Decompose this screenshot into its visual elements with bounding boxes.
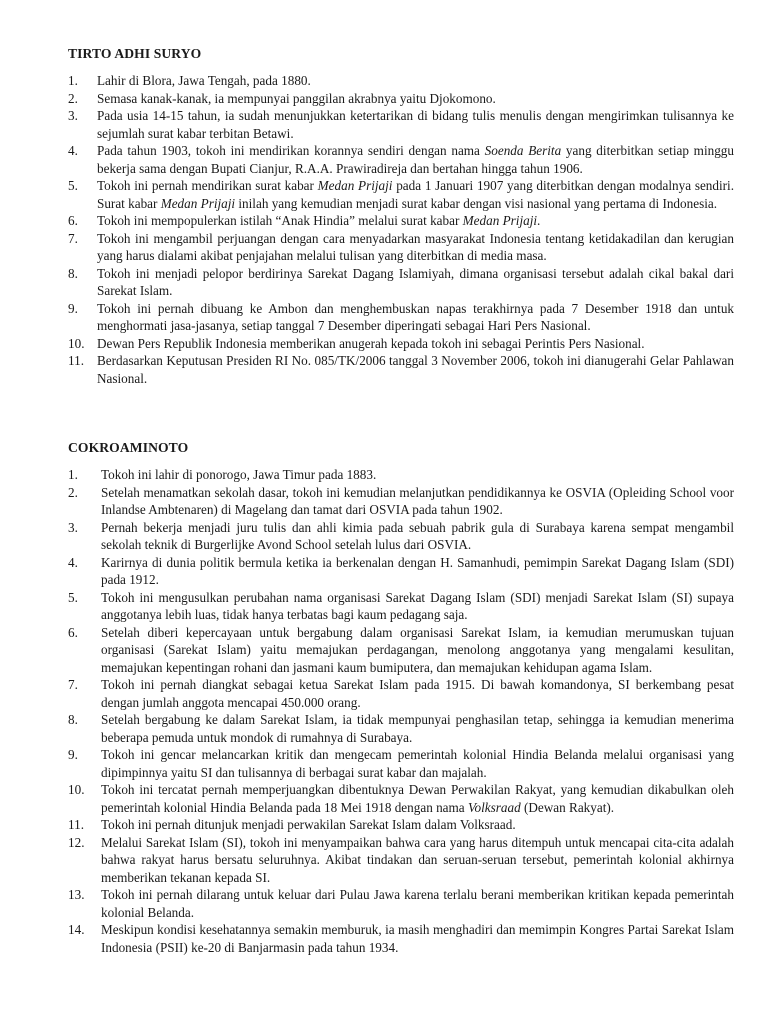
list-item-number: 1. (68, 73, 78, 88)
text-run: Setelah bergabung ke dalam Sarekat Islam, ia tidak mempunyai penghasilan tetap, sehingga ia kemudian menerima beberapa pemuda untuk mondok di rumahnya di Surabaya. (101, 712, 734, 745)
section-title-tirto: TIRTO ADHI SURYO (68, 46, 202, 61)
italic-title: Medan Prijaji (317, 178, 393, 193)
text-run: Tokoh ini lahir di ponorogo, Jawa Timur pada 1883. (101, 467, 377, 482)
list-item-text (97, 300, 734, 335)
list-item (68, 335, 734, 353)
text-run: Semasa kanak-kanak, ia mempunyai panggilan akrabnya yaitu Djokomono. (97, 90, 496, 106)
list-item (68, 466, 734, 484)
list-item-number: 11. (68, 353, 84, 368)
list-item (68, 921, 734, 956)
section-title-cokroaminoto: COKROAMINOTO (68, 440, 189, 455)
list-item-number: 7. (68, 230, 78, 246)
text-run: Tokoh ini mengusulkan perubahan nama organisasi Sarekat Dagang Islam (SDI) menjadi Sarekat Islam (SI) supaya anggotanya lebih luas, tidak hanya terbatas bagi kaum pedagang saja. (101, 589, 734, 622)
text-run: Tokoh ini mengambil perjuangan dengan cara menyadarkan masyarakat Indonesia tentang ketidakadilan dan kerugian yang harus dialami akibat penjajahan melalui tulisan yang diterbitkan di media masa. (97, 230, 734, 263)
list-item-number: 5. (68, 589, 78, 605)
list-item (68, 519, 734, 554)
text-run: yang diterbitkan setiap minggu bekerja sama dengan Bupati Cianjur, R.A.A. Prawiradireja dan bertahan hingga tahun 1906. (97, 143, 734, 176)
list-item-number: 8. (68, 712, 78, 727)
list-item (68, 265, 734, 300)
text-run: inilah yang kemudian menjadi surat kabar dengan visi nasional yang pertama di Indonesia. (235, 195, 718, 211)
list-item-text (97, 142, 734, 177)
list-item-number: 8. (68, 265, 78, 281)
text-run: (Dewan Rakyat). (520, 799, 615, 815)
text-run: Karirnya di dunia politik bermula ketika ia berkenalan dengan H. Samanhudi, pemimpin Sarekat Dagang Islam (SDI) pada 1912. (101, 554, 734, 587)
text-run: Pernah bekerja menjadi juru tulis dan ahli kimia pada sebuah pabrik gula di Surabaya karena sempat mengambil sekolah teknik di Burgerlijke Avond School setelah lulus dari OSVIA. (101, 519, 734, 552)
list-item-number: 11. (68, 817, 84, 832)
list-item (68, 746, 734, 781)
list-item-number: 4. (68, 554, 78, 570)
text-run: Dewan Pers Republik Indonesia memberikan anugerah kepada tokoh ini sebagai Perintis Pers Nasional. (97, 335, 645, 351)
list-item-number: 2. (68, 90, 78, 106)
list-item (68, 781, 734, 816)
text-run: Tokoh ini pernah mendirikan surat kabar (97, 178, 318, 193)
text-run: Melalui Sarekat Islam (SI), tokoh ini menyampaikan bahwa cara yang harus ditempuh untuk mencapai cita-cita adalah bahwa rakyat harus bersatu seluruhnya. Akibat tindakan dan seruan-seruan tersebut, pemerintah kolonial akhirnya memberikan tekanan kepada SI. (101, 834, 734, 885)
list-item (68, 90, 734, 108)
list-item-text (101, 746, 734, 781)
list-item (68, 300, 734, 335)
text-run: Berdasarkan Keputusan Presiden RI No. 085/TK/2006 tanggal 3 November 2006, tokoh ini dianugerahi Gelar Pahlawan Nasional. (97, 353, 734, 386)
list-item-number: 1. (68, 467, 78, 482)
list-item-text (101, 484, 734, 519)
list-item-number: 14. (68, 922, 85, 937)
list-item-text (101, 466, 734, 484)
list-item-text (97, 265, 734, 300)
text-run: Tokoh ini menjadi pelopor berdirinya Sarekat Dagang Islamiyah, dimana organisasi tersebut adalah cikal bakal dari Sarekat Islam. (97, 265, 734, 298)
list-item-text (101, 886, 734, 921)
list-item-text (101, 676, 734, 711)
list-item-number: 6. (68, 213, 78, 228)
list-item-text (97, 177, 734, 212)
italic-title: Soenda Berita (484, 143, 562, 158)
list-item (68, 886, 734, 921)
text-run: Lahir di Blora, Jawa Tengah, pada 1880. (97, 73, 311, 88)
list-item (68, 711, 734, 746)
list-item-text (101, 589, 734, 624)
list-item-number: 9. (68, 747, 78, 762)
list-item-number: 3. (68, 108, 78, 123)
list-item (68, 230, 734, 265)
list-item-text (101, 834, 734, 887)
list-item-text (97, 90, 734, 108)
text-run: Tokoh ini tercatat pernah memperjuangkan dibentuknya Dewan Perwakilan Rakyat, yang kemudian dikabulkan oleh pemerintah kolonial Hindia Belanda pada 18 Mei 1918 dengan nama (101, 782, 734, 815)
text-run: . (537, 213, 541, 228)
list-item-text (101, 554, 734, 589)
list-item-text (97, 212, 734, 230)
italic-title: Medan Prijaji (462, 213, 538, 228)
list-item (68, 834, 734, 887)
list-item-number: 13. (68, 887, 85, 902)
list-item-number: 3. (68, 519, 78, 535)
list-item (68, 177, 734, 212)
text-run: Tokoh ini pernah dilarang untuk keluar dari Pulau Jawa karena terlalu berani memberikan kritikan kepada pemerintah kolonial Belanda. (101, 887, 734, 920)
list-item (68, 554, 734, 589)
list-item-text (101, 519, 734, 554)
list-item (68, 484, 734, 519)
list-item (68, 676, 734, 711)
list-item-number: 7. (68, 677, 78, 692)
text-run: pada 1 Januari 1907 yang diterbitkan dengan modalnya sendiri. Surat kabar (97, 178, 735, 211)
list-item-text (97, 352, 734, 387)
list-item (68, 72, 734, 90)
list-cokroaminoto (68, 466, 734, 956)
list-tirto (68, 72, 734, 387)
list-item-number: 4. (68, 143, 78, 158)
list-item (68, 816, 734, 834)
italic-title: Medan Prijaji (160, 195, 236, 211)
text-run: Tokoh ini mempopulerkan istilah “Anak Hindia” melalui surat kabar (97, 213, 463, 228)
list-item (68, 107, 734, 142)
list-item-number: 2. (68, 484, 78, 500)
text-run: Pada tahun 1903, tokoh ini mendirikan korannya sendiri dengan nama (97, 143, 485, 158)
list-item-text (101, 711, 734, 746)
text-run: Setelah diberi kepercayaan untuk bergabung dalam organisasi Sarekat Islam, ia kemudian merumuskan tujuan organisasi (Sarekat Islam) yaitu memajukan perdagangan, menolong anggotanya yang mengalami kesulitan, memajukan kepentingan rohani dan jasmani kaum bumiputera, dan memajukan kehidupan agama Islam. (101, 624, 734, 675)
list-item-text (97, 230, 734, 265)
list-item (68, 212, 734, 230)
text-run: Tokoh ini gencar melancarkan kritik dan mengecam pemerintah kolonial Hindia Belanda melalui organisasi yang dipimpinnya yaitu SI dan tulisannya di berbagai surat kabar dan majalah. (101, 747, 734, 780)
italic-title: Volksraad (467, 799, 521, 815)
list-item-text (101, 816, 734, 834)
list-item-text (101, 624, 734, 677)
text-run: Setelah menamatkan sekolah dasar, tokoh ini kemudian melanjutkan pendidikannya ke OSVIA (Opleiding School voor Inlandse Ambtenaren) di Magelang dan tamat dari OSVIA pada tahun 1902. (101, 484, 734, 517)
list-item (68, 352, 734, 387)
list-item (68, 624, 734, 677)
list-item (68, 142, 734, 177)
list-item-number: 9. (68, 300, 78, 316)
text-run: Tokoh ini pernah diangkat sebagai ketua Sarekat Islam pada 1915. Di bawah komandonya, SI berkembang pesat dengan jumlah anggota mencapai 450.000 orang. (101, 677, 734, 710)
list-item-text (97, 72, 734, 90)
text-run: Meskipun kondisi kesehatannya semakin memburuk, ia masih menghadiri dan memimpin Kongres Partai Sarekat Islam Indonesia (PSII) ke-20 di Banjarmasin pada tahun 1934. (101, 922, 734, 955)
list-item-text (101, 921, 734, 956)
list-item-number: 10. (68, 782, 85, 797)
text-run: Tokoh ini pernah ditunjuk menjadi perwakilan Sarekat Islam dalam Volksraad. (101, 817, 516, 832)
text-run: Pada usia 14-15 tahun, ia sudah menunjukkan ketertarikan di bidang tulis menulis dengan mengirimkan tulisannya ke sejumlah surat kabar terbitan Betawi. (97, 108, 734, 141)
list-item-number: 10. (68, 335, 85, 351)
list-item-text (101, 781, 734, 816)
list-item-text (97, 107, 734, 142)
list-item-number: 12. (68, 834, 85, 850)
list-item (68, 589, 734, 624)
list-item-number: 6. (68, 624, 78, 640)
text-run: Tokoh ini pernah dibuang ke Ambon dan menghembuskan napas terakhirnya pada 7 Desember 1918 dan untuk menghormati jasa-jasanya, setiap tanggal 7 Desember diperingati sebagai Hari Pers Nasional. (97, 300, 734, 333)
list-item-number: 5. (68, 178, 78, 193)
list-item-text (97, 335, 734, 353)
